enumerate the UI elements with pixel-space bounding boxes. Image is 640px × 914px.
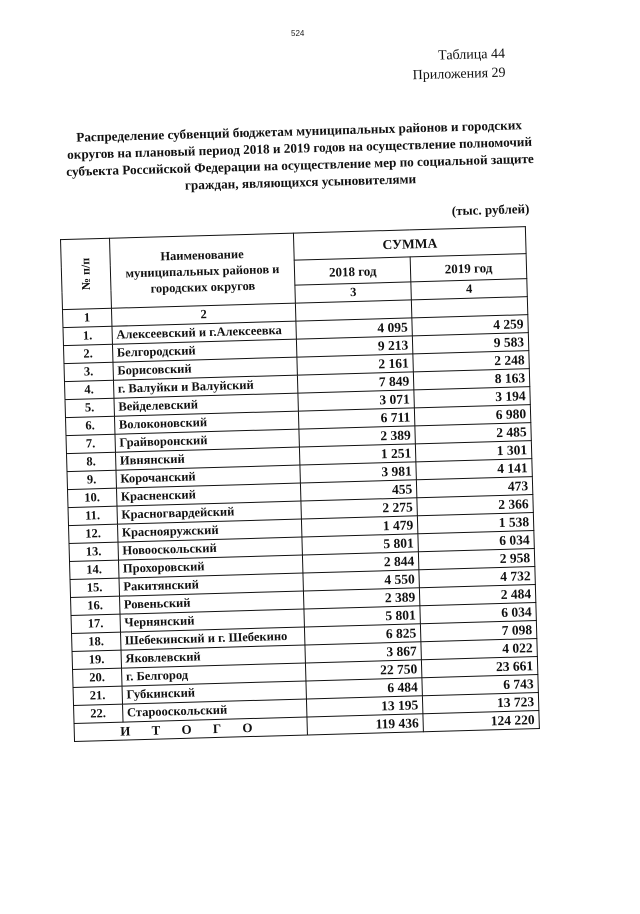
column-number-3: 3 <box>295 282 411 303</box>
district-name: Корочанский <box>116 465 301 488</box>
amount-2019: 8 163 <box>413 369 529 390</box>
amount-2019: 473 <box>416 477 532 498</box>
header-year-2018: 2018 год <box>294 257 411 285</box>
total-label: И Т О Г О <box>74 717 308 742</box>
district-name: Губкинский <box>122 681 307 704</box>
amount-2019: 6 980 <box>414 405 530 426</box>
amount-2019: 2 248 <box>413 351 529 372</box>
row-number: 7. <box>66 434 115 453</box>
row-number: 8. <box>67 452 116 471</box>
amount-2018: 4 550 <box>303 570 419 591</box>
amount-2018: 7 849 <box>298 372 414 393</box>
amount-2018: 3 981 <box>300 462 416 483</box>
district-name: Алексеевский и г.Алексеевка <box>112 321 297 344</box>
district-name: г. Валуйки и Валуйский <box>113 375 298 398</box>
row-number: 15. <box>70 578 119 597</box>
amount-2018: 455 <box>301 480 417 501</box>
amount-2019: 1 301 <box>415 441 531 462</box>
amount-2018: 6 825 <box>305 624 421 645</box>
district-name: Ивнянский <box>115 447 300 470</box>
amount-2018: 2 844 <box>303 552 419 573</box>
row-number: 9. <box>67 470 116 489</box>
column-number-2: 2 <box>111 303 296 326</box>
district-name: Прохоровский <box>118 555 303 578</box>
amount-2019: 13 723 <box>423 692 539 713</box>
amount-2018: 2 275 <box>301 498 417 519</box>
header-year-2019: 2019 год <box>410 254 527 282</box>
district-name: Волоконовский <box>114 411 299 434</box>
table-label: Таблица 44 <box>437 46 506 64</box>
table-reference <box>412 45 506 86</box>
district-name: Вейделевский <box>114 393 299 416</box>
amount-2018: 3 071 <box>298 390 414 411</box>
district-name: Краснояружский <box>117 519 302 542</box>
amount-2018: 1 479 <box>302 516 418 537</box>
amount-2018: 22 750 <box>306 660 422 681</box>
amount-2018: 13 195 <box>307 696 423 717</box>
district-name: Красногвардейский <box>117 501 302 524</box>
amount-2019: 4 141 <box>416 459 532 480</box>
total-2019: 124 220 <box>423 710 539 731</box>
district-name: Борисовский <box>113 357 298 380</box>
amount-2018: 4 095 <box>296 318 412 339</box>
appendix-label: Приложения 29 <box>412 65 506 84</box>
page-number: 524 <box>291 29 305 38</box>
amount-2019: 6 034 <box>420 603 536 624</box>
row-number: 17. <box>71 614 120 633</box>
amount-2018: 2 389 <box>304 588 420 609</box>
district-name: Шебекинский и г. Шебекино <box>120 627 305 650</box>
amount-2019: 2 366 <box>417 495 533 516</box>
row-number: 2. <box>63 344 112 363</box>
amount-2018: 6 484 <box>306 678 422 699</box>
amount-2018: 5 801 <box>302 534 418 555</box>
row-number: 22. <box>74 704 123 723</box>
row-number: 16. <box>71 596 120 615</box>
amount-2019: 6 034 <box>418 531 534 552</box>
amount-2019: 1 538 <box>418 513 534 534</box>
amount-2018: 6 711 <box>299 408 415 429</box>
row-number: 10. <box>68 488 117 507</box>
unit-label: (тыс. рублей) <box>451 201 530 219</box>
amount-2018: 1 251 <box>300 444 416 465</box>
amount-2019: 2 485 <box>415 423 531 444</box>
row-number: 3. <box>64 362 113 381</box>
amount-2018: 5 801 <box>304 606 420 627</box>
amount-2019: 3 194 <box>414 387 530 408</box>
column-number-4: 4 <box>411 279 527 300</box>
district-name: Старооскольский <box>122 699 307 722</box>
amount-2019: 4 022 <box>421 639 537 660</box>
amount-2018: 2 389 <box>299 426 415 447</box>
row-number: 4. <box>64 380 113 399</box>
row-number: 13. <box>69 542 118 561</box>
district-name: Чернянский <box>120 609 305 632</box>
amount-2019: 9 583 <box>412 333 528 354</box>
amount-2018: 3 867 <box>305 642 421 663</box>
row-number: 12. <box>69 524 118 543</box>
amount-2018: 9 213 <box>297 336 413 357</box>
row-number: 1. <box>63 326 112 345</box>
header-name: Наименование муниципальных районов и городских округов <box>109 233 295 308</box>
row-number: 19. <box>72 650 121 669</box>
district-name: г. Белгород <box>121 663 306 686</box>
row-number: 18. <box>72 632 121 651</box>
amount-2019: 7 098 <box>421 621 537 642</box>
district-name: Новооскольский <box>118 537 303 560</box>
row-number: 14. <box>70 560 119 579</box>
column-number-1: 1 <box>62 308 111 327</box>
district-name: Яковлевский <box>121 645 306 668</box>
district-name: Ровеньский <box>119 591 304 614</box>
amount-2019: 4 732 <box>419 567 535 588</box>
amount-2019: 6 743 <box>422 675 538 696</box>
subsidy-table <box>60 226 540 742</box>
total-2018: 119 436 <box>307 714 423 735</box>
amount-2019: 2 958 <box>419 549 535 570</box>
amount-2019: 23 661 <box>422 657 538 678</box>
row-number: 6. <box>65 416 114 435</box>
amount-2019: 2 484 <box>420 585 536 606</box>
amount-2018: 2 161 <box>297 354 413 375</box>
district-name: Белгородский <box>112 339 297 362</box>
amount-2019: 4 259 <box>412 315 528 336</box>
district-name: Красненский <box>116 483 301 506</box>
document-title: Распределение субвенций бюджетам муниципальных районов и городских округов на плановый период 2018 и 2019 годов на осуществление полномочий субъекта Российской Федерации на осуществление мер по социальной защите граждан, являющихся усыновителями <box>66 117 534 193</box>
row-number: 11. <box>68 506 117 525</box>
header-num: № п/п <box>61 238 112 309</box>
row-number: 21. <box>73 686 122 705</box>
row-number: 5. <box>65 398 114 417</box>
district-name: Ракитянский <box>119 573 304 596</box>
row-number: 20. <box>73 668 122 687</box>
header-sum: СУММА <box>294 227 526 260</box>
district-name: Грайворонский <box>115 429 300 452</box>
